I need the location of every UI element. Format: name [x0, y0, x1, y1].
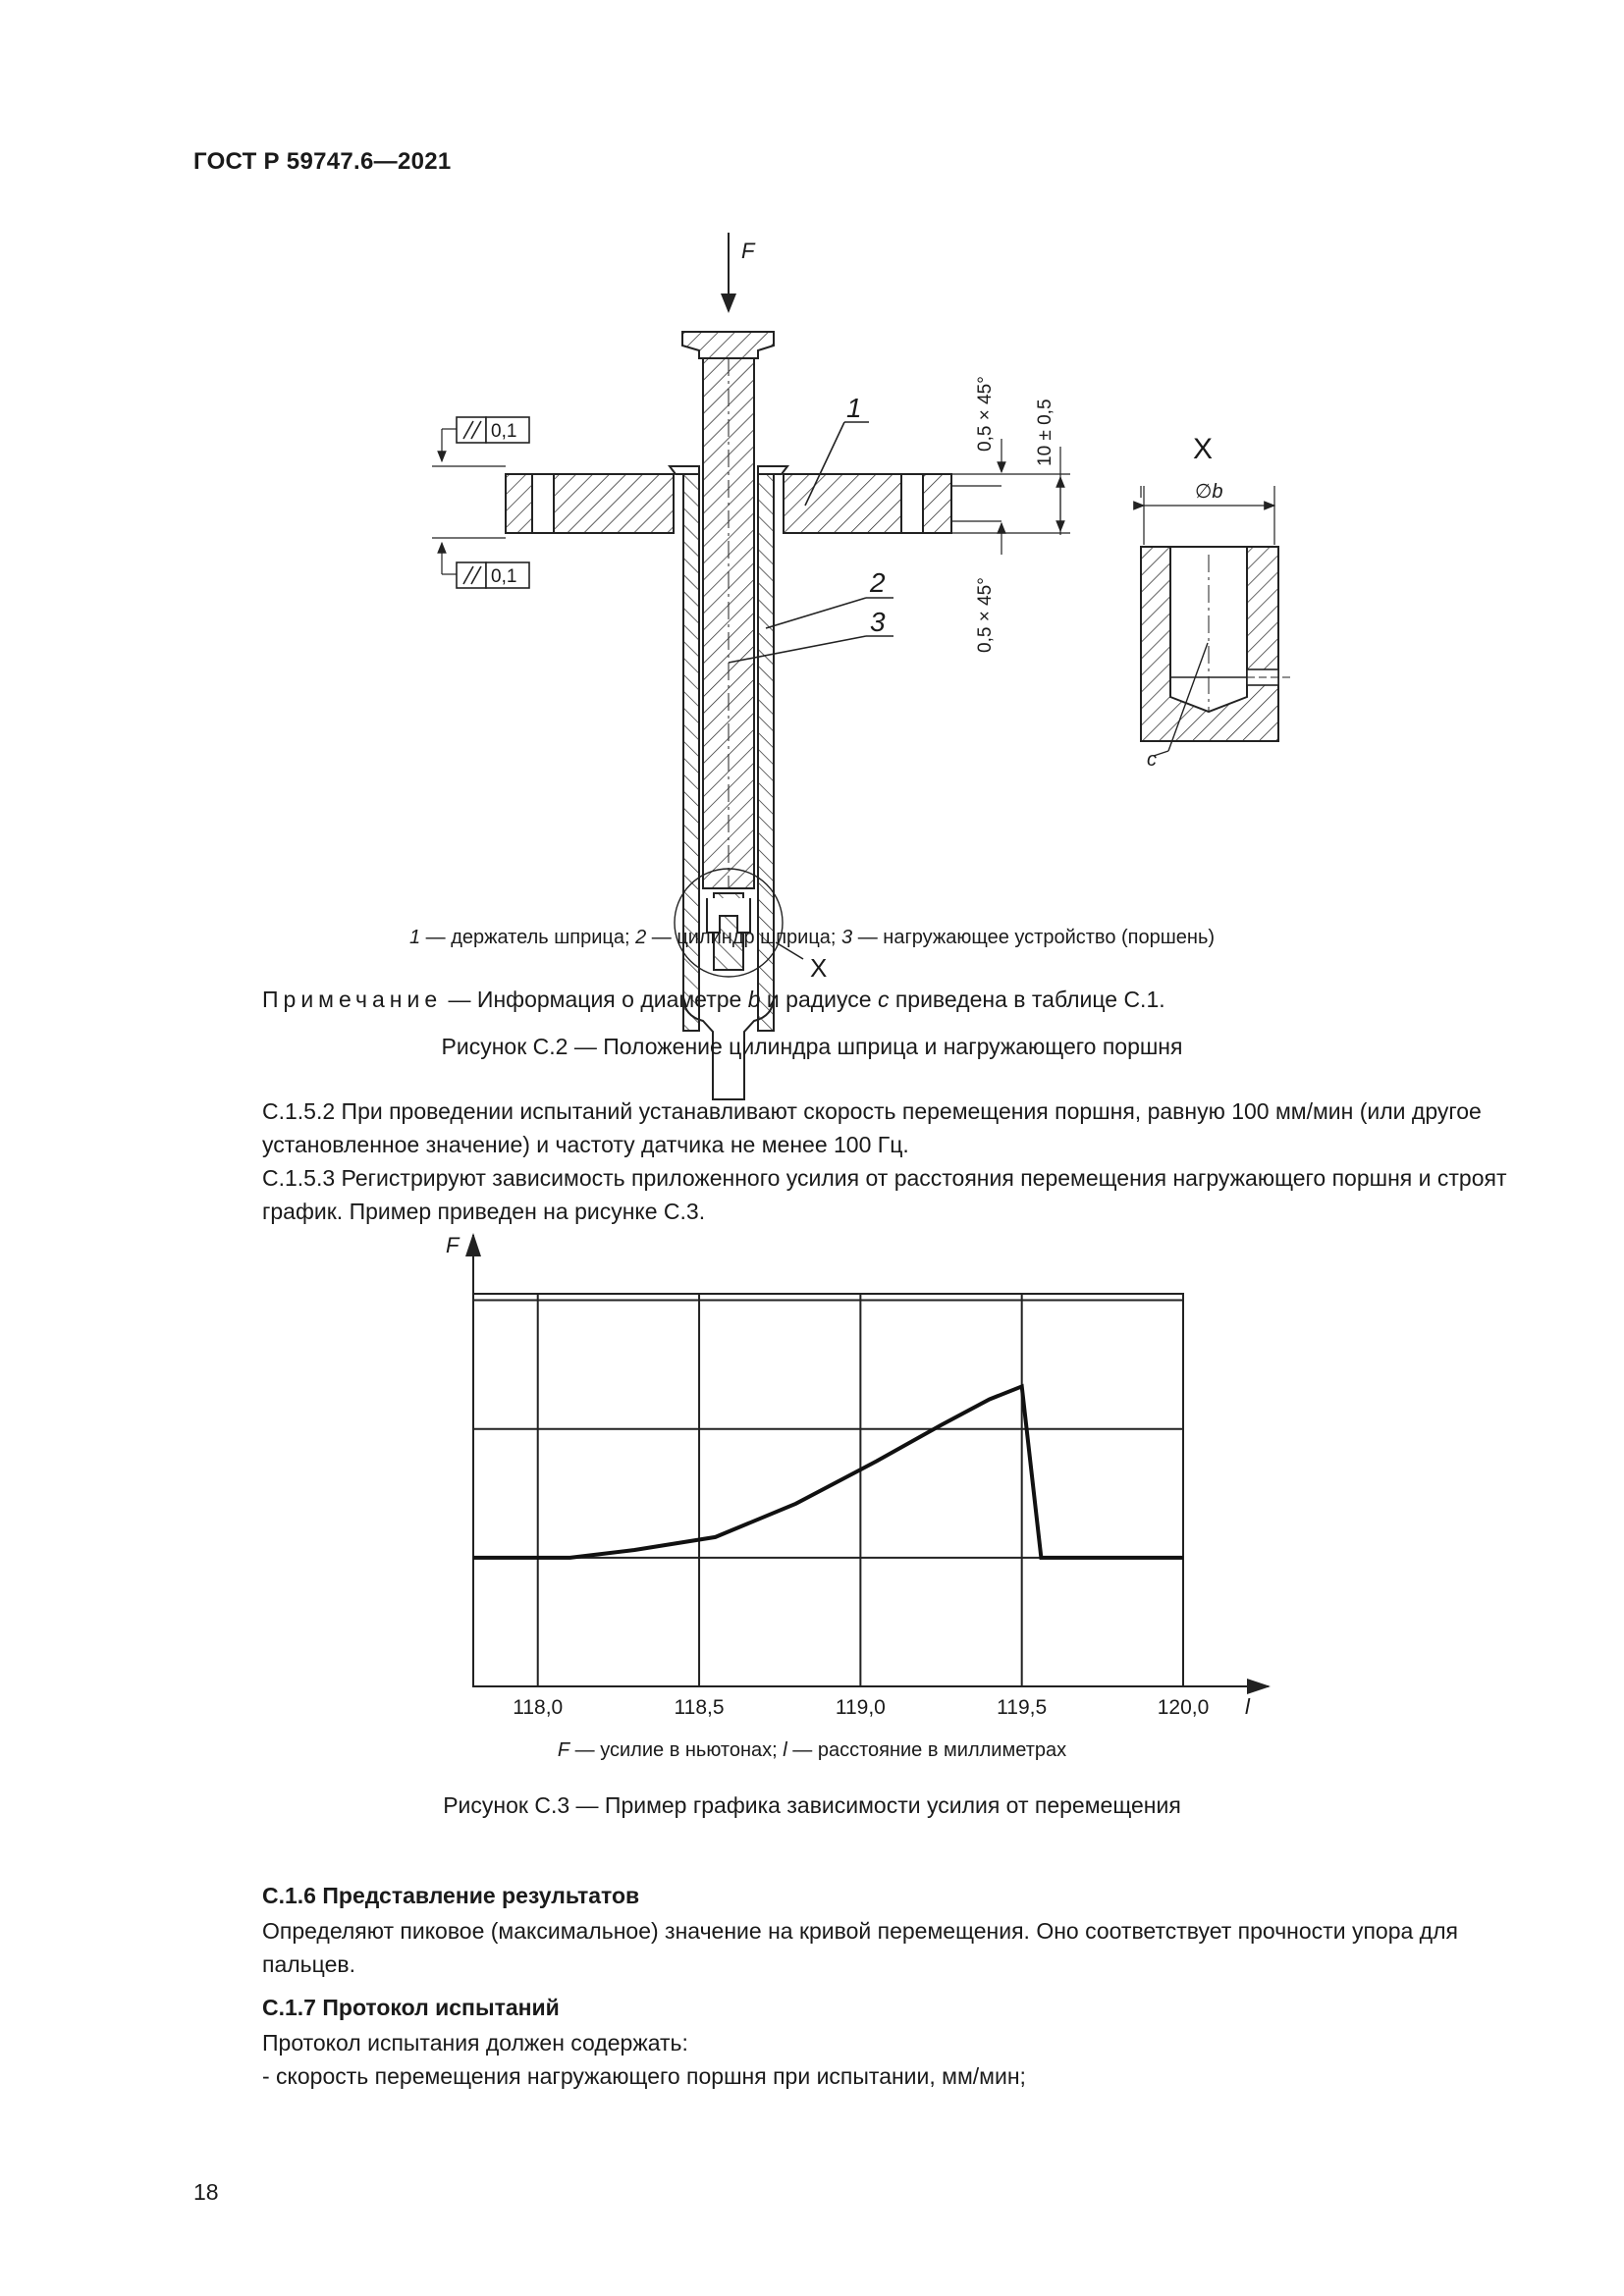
- y-axis-label: F: [446, 1233, 460, 1257]
- holder-left: [506, 474, 674, 533]
- radius-label: c: [1147, 749, 1157, 771]
- chamfer-top-dim: 0,5 × 45°: [975, 376, 996, 452]
- x-tick-label: 118,0: [513, 1696, 564, 1719]
- x-tick-label: 120,0: [1157, 1696, 1210, 1719]
- document-code: ГОСТ Р 59747.6—2021: [193, 148, 452, 175]
- plunger-head: [682, 332, 774, 358]
- thickness-dim: 10 ± 0,5: [1035, 399, 1056, 466]
- section-text-c16: Определяют пиковое (максимальное) значение на кривой перемещения. Оно соответствует прочности упора для пальцев.: [262, 1918, 1458, 1977]
- section-text-c17: Протокол испытания должен содержать: - скорость перемещения нагружающего поршня при испытании, мм/мин;: [262, 2030, 1026, 2089]
- paragraph-c152: С.1.5.2 При проведении испытаний устанавливают скорость перемещения поршня, равную 100 мм/мин (или другое установленное значение) и частоту датчика не менее 100 Гц. С.1.5.3 Регистрируют зависимость приложенного усилия от расстояния перемещения нагружающего поршня и строят график. Пример приведен на рисунке С.3.: [262, 1098, 1507, 1224]
- chamfer-bottom-dim: 0,5 × 45°: [975, 577, 996, 653]
- section-heading-c16: С.1.6 Представление результатов: [262, 1883, 640, 1908]
- x-tick-label: 118,5: [674, 1696, 725, 1719]
- figure-note: Примечание — Информация о диаметре b и радиусе c приведена в таблице С.1.: [262, 987, 1165, 1012]
- page-number: 18: [193, 2179, 219, 2205]
- holder-right: [784, 474, 951, 533]
- x-tick-label: 119,5: [997, 1696, 1048, 1719]
- section-heading-c17: С.1.7 Протокол испытаний: [262, 1995, 560, 2020]
- callout-1: 1: [846, 393, 862, 423]
- tolerance-bottom: 0,1: [491, 566, 517, 587]
- x-tick-label: 119,0: [835, 1696, 886, 1719]
- tolerance-top: 0,1: [491, 421, 517, 442]
- diameter-label: ∅b: [1195, 481, 1223, 503]
- detail-title: X: [1193, 433, 1214, 465]
- detail-marker: X: [810, 953, 828, 983]
- callout-3: 3: [870, 607, 886, 637]
- callout-2: 2: [870, 567, 886, 598]
- chart-legend: F — усилие в ньютонах; l — расстояние в миллиметрах: [557, 1739, 1067, 1761]
- force-displacement-chart: [422, 1227, 1286, 1718]
- force-label: F: [741, 239, 755, 263]
- x-axis-label: l: [1245, 1694, 1250, 1719]
- figure-legend: 1 — держатель шприца; 2 — цилиндр шприца; 3 — нагружающее устройство (поршень): [408, 927, 1216, 948]
- figure-caption: Рисунок С.2 — Положение цилиндра шприца и нагружающего поршня: [441, 1034, 1183, 1059]
- chart-caption: Рисунок С.3 — Пример графика зависимости усилия от перемещения: [443, 1792, 1181, 1818]
- chart-frame: [473, 1294, 1183, 1686]
- force-curve: [473, 1386, 1183, 1558]
